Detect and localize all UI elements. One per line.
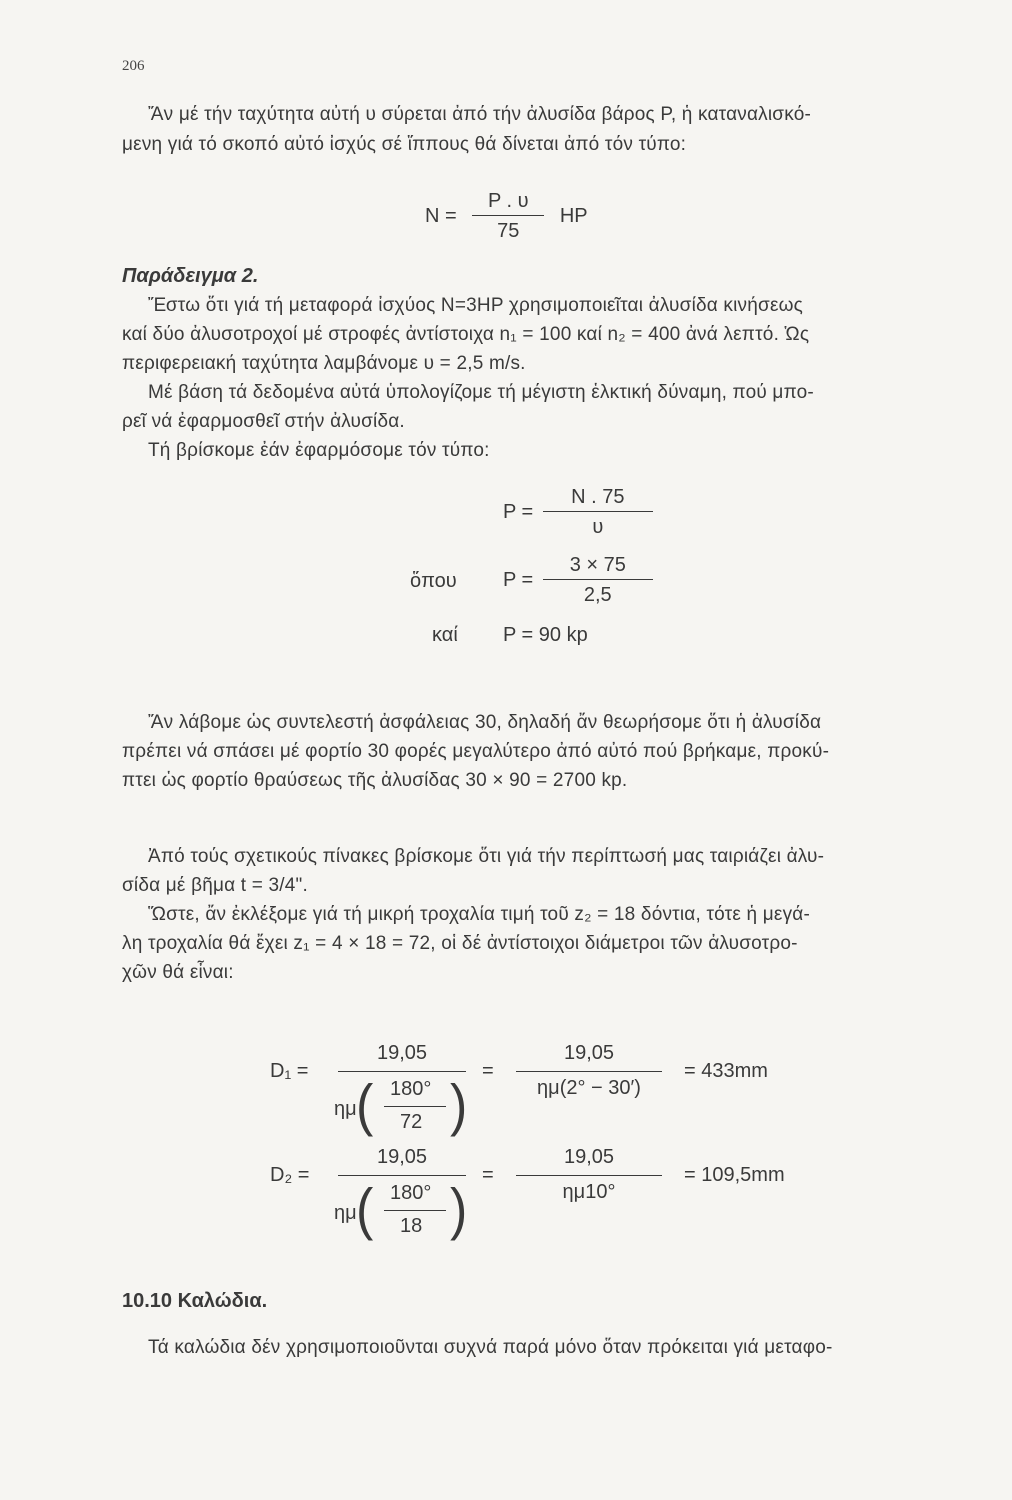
formula-force-label-opou: ὅπου: [410, 570, 457, 592]
formula-force-lhs: P =: [503, 500, 534, 523]
formula-power-lhs: N =: [425, 204, 457, 227]
safety-line-3: πτει ὡς φορτίο θραύσεως τῆς ἀλυσίδας 30 × 90 = 2700 kp.: [122, 770, 628, 791]
fraction-bar: [516, 1175, 662, 1176]
formula-d2-equals: =: [482, 1164, 494, 1186]
formula-d1-numerator-2: 19,05: [563, 1042, 615, 1064]
formula-power-denominator: 75: [497, 220, 520, 242]
formula-force-result: P = 90 kp: [503, 624, 588, 646]
formula-d1-sine: ημ: [334, 1098, 357, 1120]
formula-d2-result: = 109,5mm: [684, 1164, 785, 1186]
page-number: 206: [122, 58, 145, 74]
formula-force-numerator: N . 75: [571, 486, 625, 508]
formula-power: [425, 190, 588, 243]
left-paren: (: [356, 1178, 374, 1242]
formula-force-label-kai: καί: [432, 624, 458, 646]
formula-d2-denominator-2: ημ10°: [562, 1181, 616, 1203]
tables-line-1: Ἀπό τούς σχετικούς πίνακες βρίσκομε ὅτι γιά τήν περίπτωσή μας ταιριάζει ἀλυ-: [148, 846, 825, 867]
formula-power-numerator: P . υ: [487, 190, 529, 212]
fraction-bar: [384, 1210, 446, 1211]
formula-force-substituted-denominator: 2,5: [583, 584, 612, 606]
tables-line-2: σίδα μέ βῆμα t = 3/4".: [122, 875, 308, 896]
fraction-bar: [338, 1071, 466, 1072]
formula-d2-inner-numerator: 180°: [390, 1182, 432, 1204]
formula-force-substituted: [503, 554, 653, 607]
example-line-3: περιφερειακή ταχύτητα λαμβάνομε υ = 2,5 m/s.: [122, 353, 526, 374]
left-paren: (: [356, 1074, 374, 1138]
formula-d1-inner-denominator: 72: [400, 1111, 423, 1133]
right-paren: ): [450, 1178, 468, 1242]
fraction-bar: [338, 1175, 466, 1176]
tables-line-4: λη τροχαλία θά ἔχει z₁ = 4 × 18 = 72, οἱ δέ ἀντίστοιχοι διάμετροι τῶν ἀλυσοτρο-: [122, 933, 798, 954]
formula-force-substituted-lhs: P =: [503, 568, 534, 591]
formula-power-unit: HP: [559, 204, 588, 227]
formula-power-fraction: [472, 190, 544, 243]
formula-d2-sine: ημ: [334, 1202, 357, 1224]
formula-force-fraction: [543, 486, 653, 539]
formula-d2-numerator: 19,05: [376, 1146, 428, 1168]
formula-d1-lhs: D₁ =: [270, 1060, 309, 1082]
example-line-1: Ἔστω ὅτι γιά τή μεταφορά ἰσχύος Ν=3ΗΡ χρησιμοποιεῖται ἀλυσίδα κινήσεως: [148, 295, 803, 316]
tables-line-5: χῶν θά εἶναι:: [122, 962, 234, 983]
section-line-1: Τά καλώδια δέν χρησιμοποιοῦνται συχνά παρά μόνο ὅταν πρόκειται γιά μεταφο-: [148, 1337, 833, 1358]
example-line-4: Μέ βάση τά δεδομένα αὐτά ὑπολογίζομε τή μέγιστη ἑλκτική δύναμη, πού μπο-: [148, 382, 814, 403]
fraction-bar: [516, 1071, 662, 1072]
example-title: Παράδειγμα 2.: [122, 265, 259, 287]
formula-d1-equals: =: [482, 1060, 494, 1082]
formula-force-substituted-numerator: 3 × 75: [569, 554, 626, 576]
formula-d1-result: = 433mm: [684, 1060, 768, 1082]
formula-d1-denominator-2: ημ(2° − 30′): [537, 1077, 641, 1099]
formula-d2-inner-denominator: 18: [400, 1215, 423, 1237]
formula-force: [503, 486, 653, 539]
formula-d2-numerator-2: 19,05: [563, 1146, 615, 1168]
example-line-2: καί δύο ἀλυσοτροχοί μέ στροφές ἀντίστοιχα n₁ = 100 καί n₂ = 400 ἀνά λεπτό. Ὡς: [122, 324, 810, 345]
right-paren: ): [450, 1074, 468, 1138]
intro-line-1: Ἄν μέ τήν ταχύτητα αὐτή υ σύρεται ἀπό τήν ἀλυσίδα βάρος Ρ, ἡ καταναλισκό-: [148, 104, 811, 125]
formula-d2-lhs: D₂ =: [270, 1164, 310, 1186]
fraction-bar: [384, 1106, 446, 1107]
tables-line-3: Ὥστε, ἄν ἐκλέξομε γιά τή μικρή τροχαλία τιμή τοῦ z₂ = 18 δόντια, τότε ἡ μεγά-: [148, 904, 810, 925]
formula-force-denominator: υ: [592, 516, 604, 538]
formula-d1-inner-numerator: 180°: [390, 1078, 432, 1100]
safety-line-1: Ἄν λάβομε ὡς συντελεστή ἀσφάλειας 30, δηλαδή ἄν θεωρήσομε ὅτι ἡ ἀλυσίδα: [148, 712, 822, 733]
example-line-6: Τή βρίσκομε ἐάν ἐφαρμόσομε τόν τύπο:: [148, 440, 490, 461]
formula-d1-numerator: 19,05: [376, 1042, 428, 1064]
formula-force-substituted-fraction: [543, 554, 653, 607]
safety-line-2: πρέπει νά σπάσει μέ φορτίο 30 φορές μεγαλύτερο ἀπό αὐτό πού βρήκαμε, προκύ-: [122, 741, 830, 762]
intro-line-2: μενη γιά τό σκοπό αὐτό ἰσχύς σέ ἵππους θά δίνεται ἀπό τόν τύπο:: [122, 134, 687, 155]
example-line-5: ρεῖ νά ἐφαρμοσθεῖ στήν ἀλυσίδα.: [122, 411, 405, 432]
section-title: 10.10 Καλώδια.: [122, 1290, 268, 1312]
